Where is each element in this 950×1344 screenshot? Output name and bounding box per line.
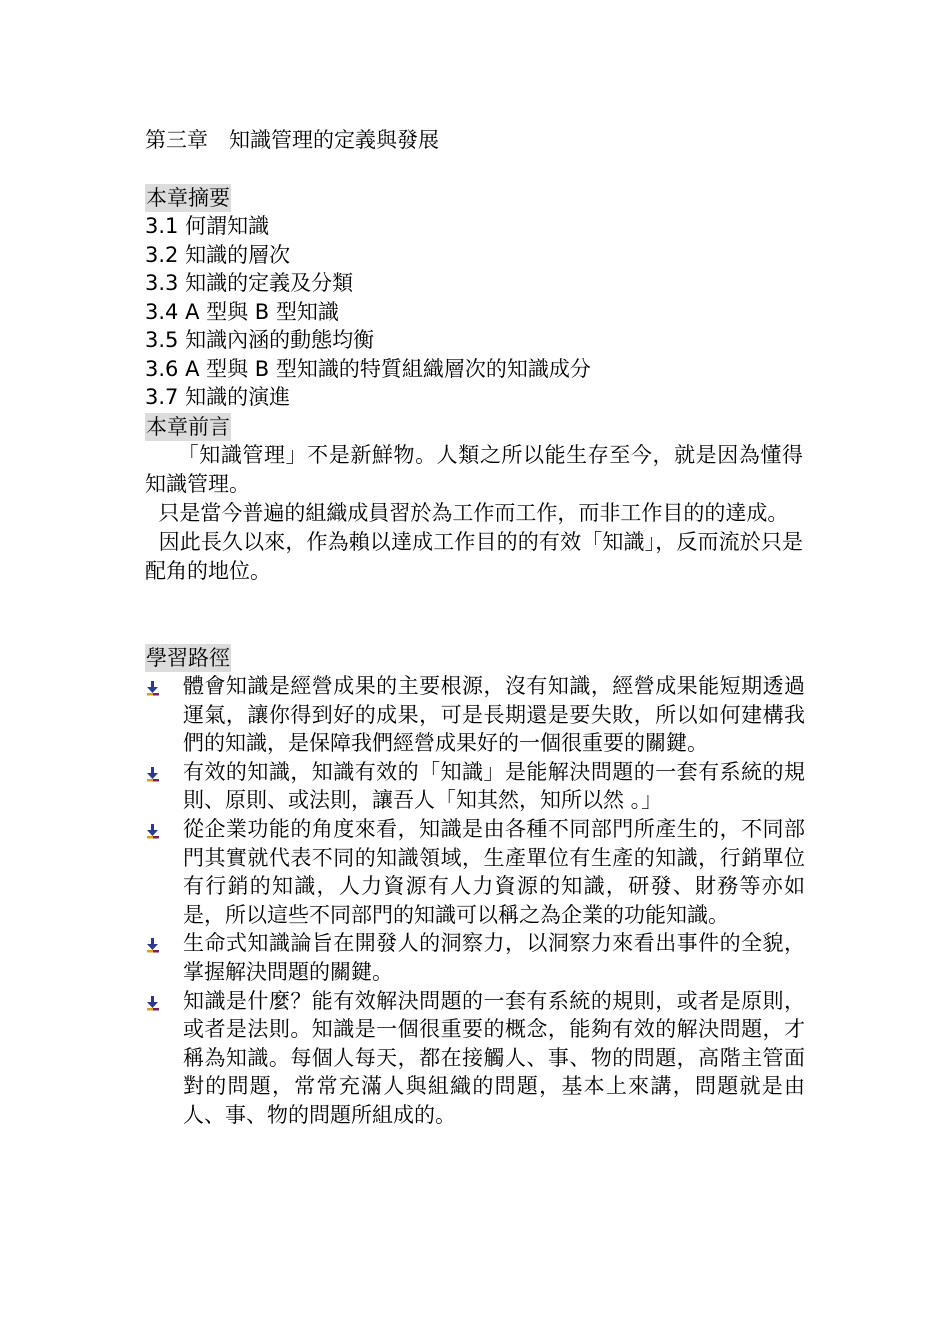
list-item: [145, 672, 805, 758]
list-item: [145, 929, 805, 986]
arrow-down-bullet-icon: [145, 680, 161, 696]
arrow-down-bullet-icon: [145, 995, 161, 1011]
preface-paragraph: 「知識管理」不是新鮮物。人類之所以能生存至今，就是因為懂得知識管理。: [145, 443, 803, 496]
list-item: [145, 815, 805, 929]
toc-item: 3.7 知識的演進: [145, 385, 291, 409]
arrow-down-bullet-icon: [145, 766, 161, 782]
list-item: [145, 758, 805, 815]
list-item-text: 有效的知識，知識有效的「知識」是能解決問題的一套有系統的規則、原則、或法則，讓吾人「知其然，知所以然 。」: [183, 759, 805, 813]
toc-item: 3.6 A 型與 B 型知識的特質組織層次的知識成分: [145, 356, 591, 381]
list-item-text: 體會知識是經營成果的主要根源，沒有知識，經營成果能短期透過運氣，讓你得到好的成果，可是長期還是要失敗，所以如何建構我們的知識，是保障我們經營成果好的一個很重要的關鍵。: [183, 674, 805, 756]
list-item-text: 知識是什麼？能有效解決問題的一套有系統的規則，或者是原則，或者是法則。知識是一個很重要的概念，能夠有效的解決問題，才稱為知識。每個人每天，都在接觸人、事、物的問題，高階主管面對的問題，常常充滿人與組織的問題，基本上來講，問題就是由人、事、物的問題所組成的。: [183, 988, 805, 1127]
arrow-down-bullet-icon: [145, 937, 161, 953]
list-item: [145, 987, 805, 1130]
toc-item: 3.3 知識的定義及分類: [145, 271, 354, 295]
preface-heading: 本章前言: [146, 415, 230, 439]
chapter-preface-section: [145, 413, 810, 586]
toc-item: 3.2 知識的層次: [145, 242, 291, 267]
preface-paragraph: 因此長久以來，作為賴以達成工作目的的有效「知識」，反而流於只是配角的地位。: [145, 530, 803, 583]
preface-paragraph: 只是當今普遍的組織成員習於為工作而工作，而非工作目的的達成。: [145, 501, 789, 525]
list-item-text: 生命式知識論旨在開發人的洞察力，以洞察力來看出事件的全貌，掌握解決問題的關鍵。: [183, 931, 805, 984]
arrow-down-bullet-icon: [145, 823, 161, 839]
summary-heading: 本章摘要: [146, 186, 230, 210]
chapter-title: 第三章 知識管理的定義與發展: [145, 128, 439, 152]
learning-path-section: [145, 644, 810, 1130]
toc-item: 3.5 知識內涵的動態均衡: [145, 328, 375, 352]
toc-item: 3.1 何謂知識: [145, 214, 270, 238]
toc-item: 3.4 A 型與 B 型知識: [145, 299, 339, 324]
learning-path-heading: 學習路徑: [146, 646, 230, 670]
list-item-text: 從企業功能的角度來看，知識是由各種不同部門所產生的，不同部門其實就代表不同的知識領域，生產單位有生產的知識，行銷單位有行銷的知識，人力資源有人力資源的知識，研發、財務等亦如是，所以這些不同部門的知識可以稱之為企業的功能知識。: [183, 816, 805, 927]
chapter-summary-section: [145, 184, 810, 412]
